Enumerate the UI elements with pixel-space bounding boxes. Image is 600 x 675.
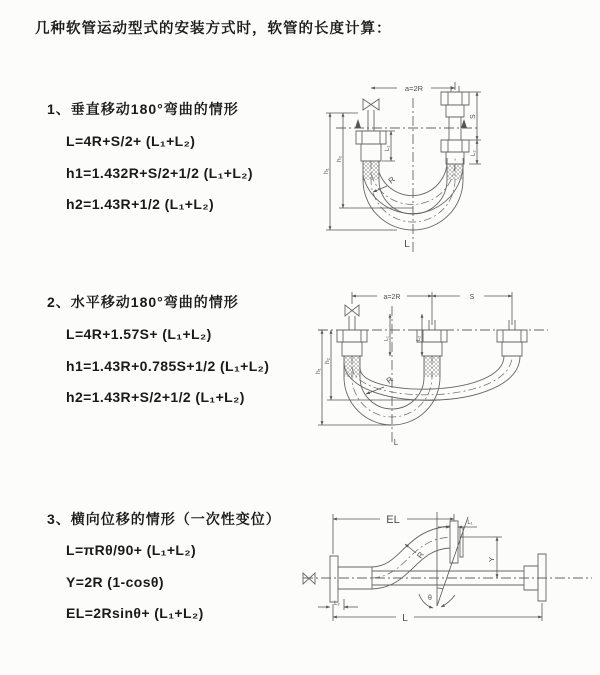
d2-right-pipe: [497, 320, 527, 356]
d1-h-outer-label: h₁: [323, 168, 330, 174]
section-2-formula-h1: h1=1.43R+0.785S+1/2 (L₁+L₂): [66, 358, 270, 374]
section-2-heading: 2、水平移动180°弯曲的情形: [47, 294, 239, 310]
d2-h-outer-label: h₁: [315, 368, 322, 374]
d3-y-label: Y: [487, 556, 496, 562]
d1-support-arrows: [355, 119, 467, 128]
d3-el-label: EL: [386, 514, 400, 526]
d3-left-flange: [330, 556, 372, 602]
section-3-formula-Y: Y=2R (1-cosθ): [66, 574, 164, 590]
d1-length-label: L: [404, 239, 410, 250]
section-2-formula-h2: h2=1.43R+S/2+1/2 (L₁+L₂): [66, 389, 245, 405]
section-1-formula-L: L=4R+S/2+ (L₁+L₂): [66, 133, 196, 149]
d1-h-inner-label: h₂: [336, 155, 343, 162]
section-2-formula-L: L=4R+1.57S+ (L₁+L₂): [66, 326, 212, 342]
d2-dim-top: [352, 292, 512, 325]
d2-left-pipe: [337, 316, 367, 356]
section-3-heading: 3、横向位移的情形（一次性变位）: [47, 511, 281, 527]
d3-curved-hose: [372, 526, 450, 589]
d1-stroke-label: S: [470, 114, 477, 119]
d2-stroke-label: S: [469, 294, 475, 301]
d3-valve-icon: [303, 573, 315, 584]
d1-span-label: a=2R: [404, 84, 424, 93]
section-3-formula-EL: EL=2Rsinθ+ (L₁+L₂): [66, 605, 204, 621]
d3-right-flange: [524, 554, 546, 601]
d3-fit-top-label: L₁: [467, 520, 473, 526]
d3-radius-leader: [405, 544, 416, 553]
page-title: 几种软管运动型式的安装方式时，软管的长度计算：: [35, 21, 392, 37]
d2-span-label: a=2R: [383, 294, 401, 301]
d2-length-label: L: [393, 438, 399, 447]
d2-h-inner-label: h₂: [324, 357, 331, 364]
d3-length-label: L: [402, 613, 408, 624]
d1-fit-left-label: L₁: [385, 145, 391, 151]
diagram-vertical-180-bend: [315, 75, 595, 260]
section-1-heading: 1、垂直移动180°弯曲的情形: [47, 101, 239, 117]
d2-radius-label: R: [384, 374, 395, 386]
d1-fit-right-label: L₂: [471, 150, 477, 156]
d3-theta-label: θ: [428, 595, 432, 602]
d1-valve-icon: [363, 99, 379, 110]
d1-radius-label: R: [386, 174, 397, 186]
d2-fit-left-label: L₁: [384, 336, 390, 341]
d2-valve-icon: [345, 305, 359, 316]
section-1-formula-h1: h1=1.432R+S/2+1/2 (L₁+L₂): [66, 165, 253, 181]
d2-fit-mid-label: L₂: [416, 335, 422, 341]
diagram-horizontal-180-bend: [315, 285, 550, 460]
d3-radius-label: R: [415, 550, 426, 561]
d1-left-pipe: [356, 110, 386, 161]
section-3-formula-L: L=πRθ/90+ (L₁+L₂): [66, 542, 197, 558]
diagram-lateral-displacement: [300, 505, 600, 645]
d3-fit-left-label: L₂: [334, 601, 340, 607]
section-1-formula-h2: h2=1.43R+1/2 (L₁+L₂): [66, 196, 215, 212]
